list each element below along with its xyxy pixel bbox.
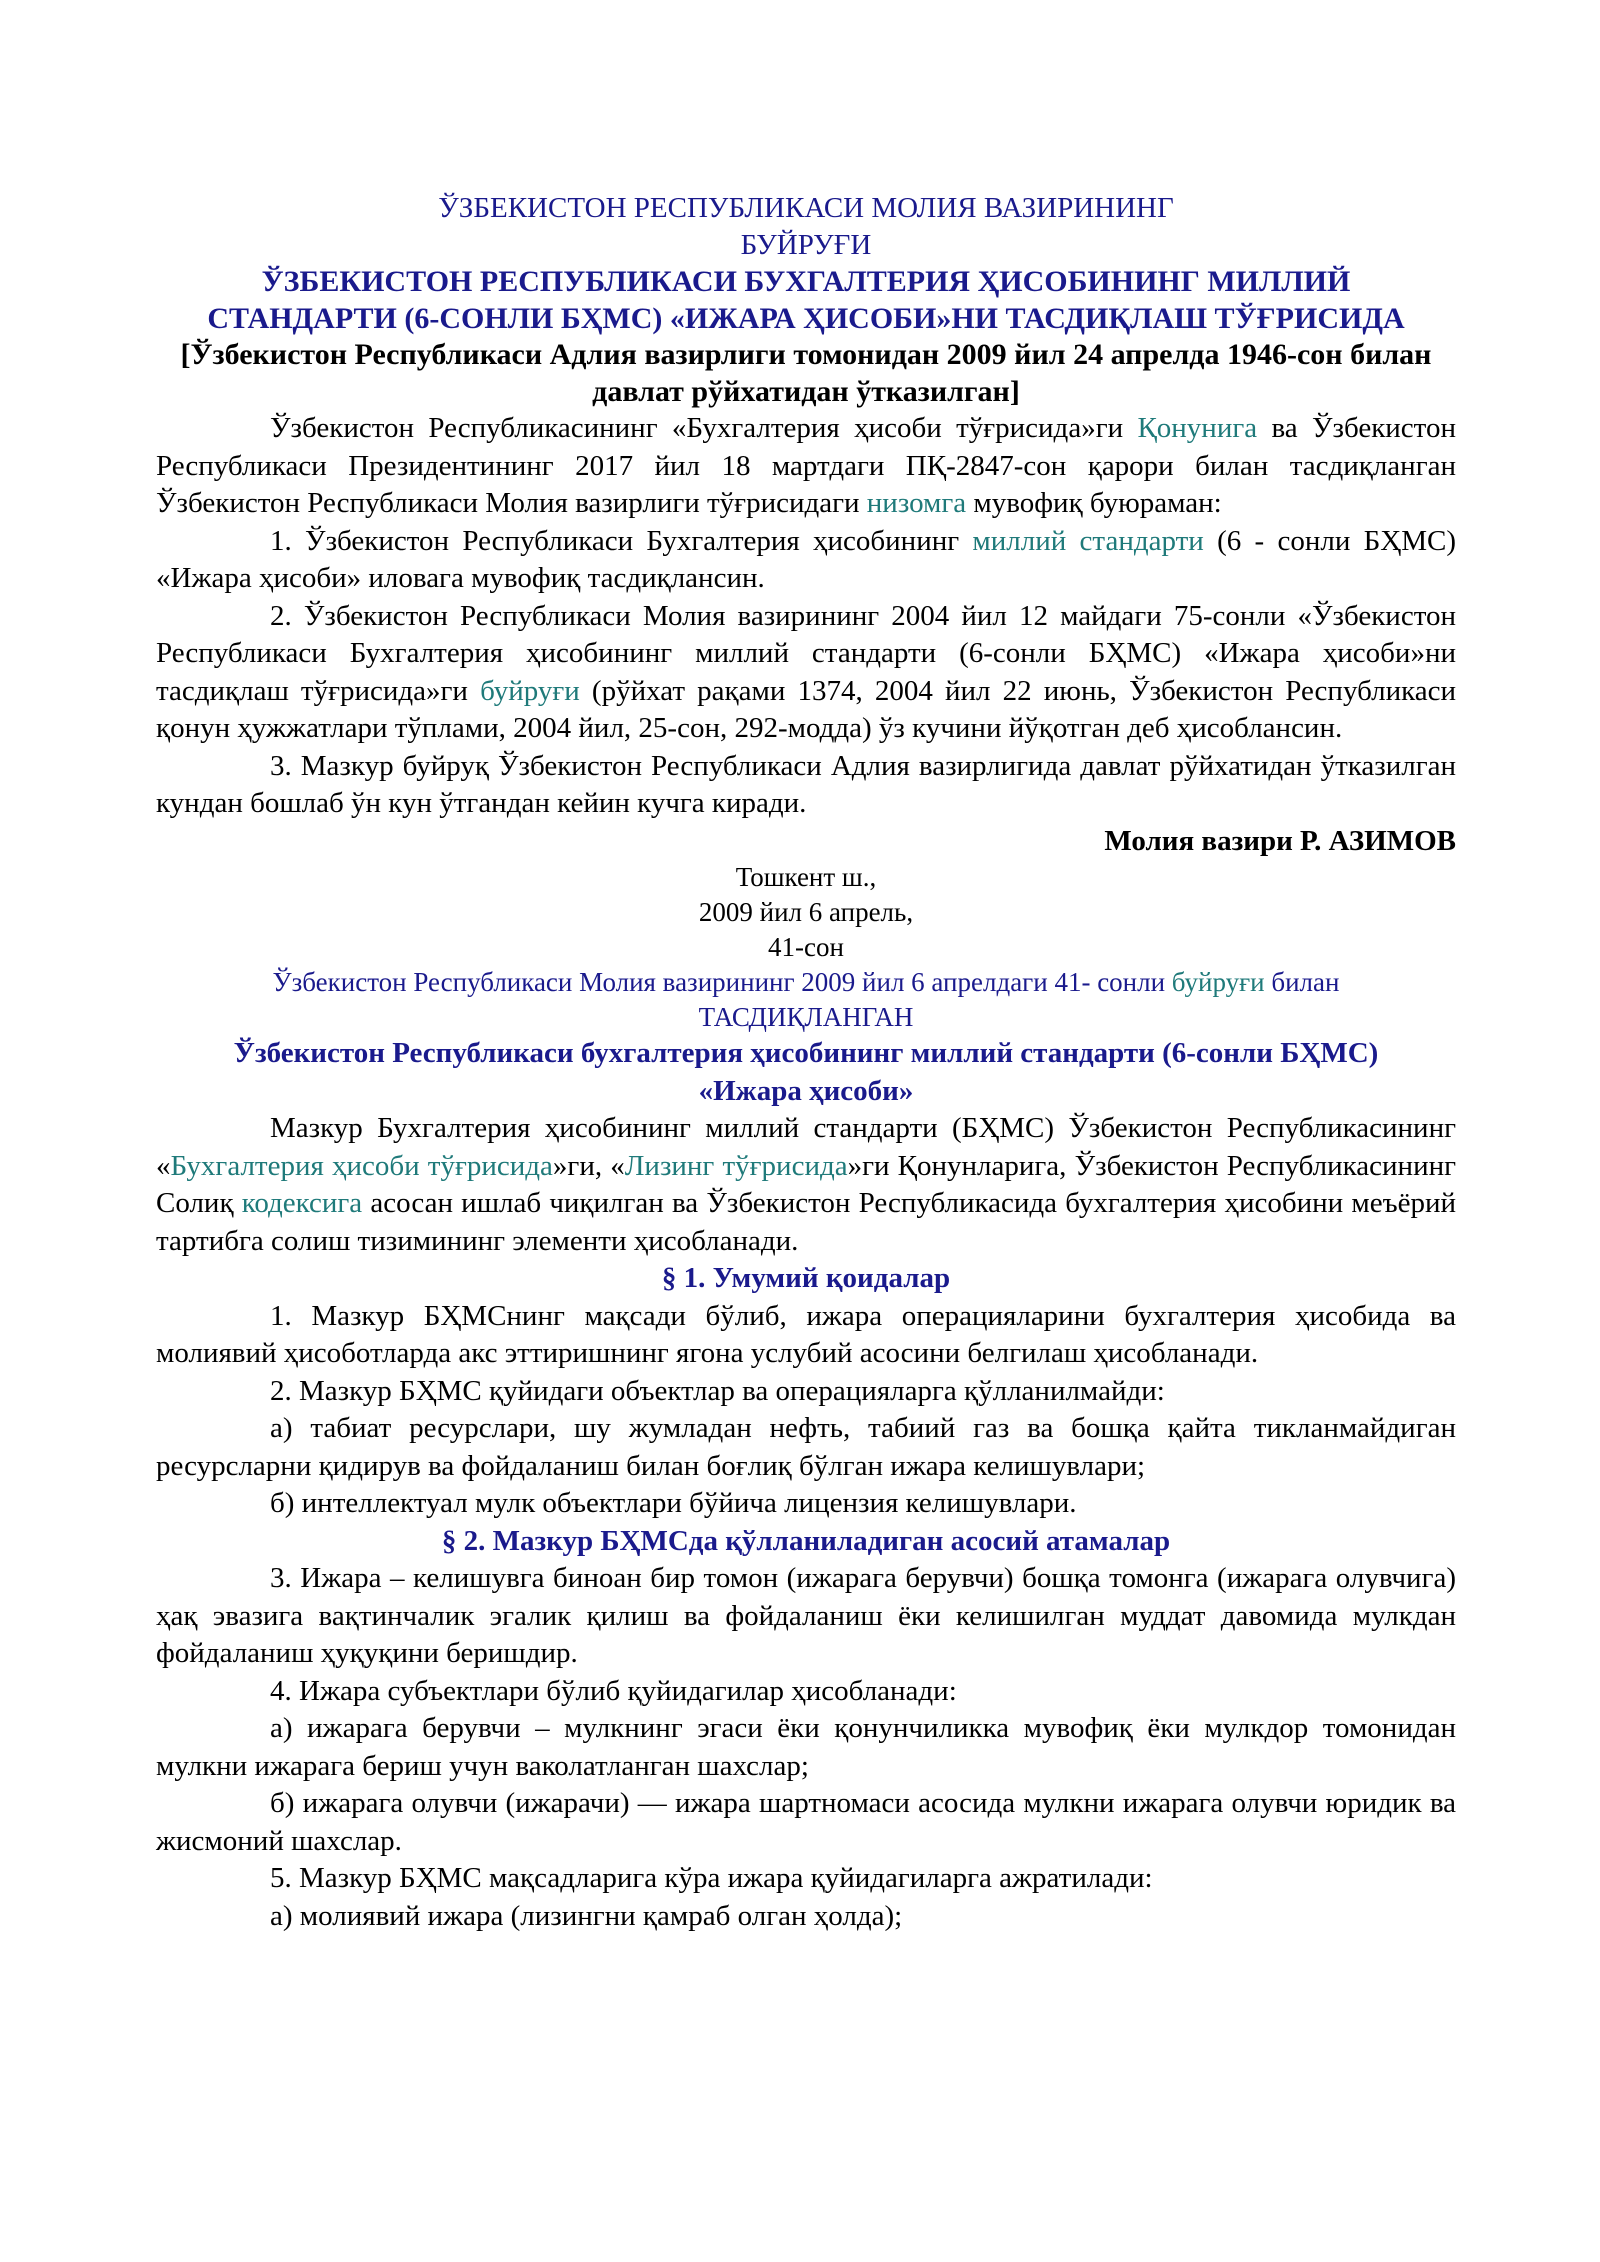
approval-text-1: Ўзбекистон Республикаси Молия вазирининг 2009 йил 6 апрелдаги 41- сонли: [272, 967, 1172, 997]
intro-text-4: асосан ишлаб чиқилган ва Ўзбекистон Республикасида бухгалтерия ҳисобини меъёрий тартибга солиш тизимининг элементи ҳисобланади.: [156, 1187, 1457, 1257]
document-page: [156, 190, 1456, 1935]
preamble-text-3: мувофиқ буюраман:: [966, 487, 1222, 519]
order-heading-line2: БУЙРУҒИ: [740, 229, 872, 261]
accounting-law-link[interactable]: Бухгалтерия ҳисоби тўғрисида: [170, 1149, 553, 1182]
section-2-item-5: 5. Мазкур БҲМС мақсадларига кўра ижара қуйидагиларга ажратилади:: [270, 1862, 1153, 1894]
tax-code-link[interactable]: кодексига: [241, 1187, 363, 1219]
section-2-item-4: 4. Ижара субъектлари бўлиб қуйидагилар ҳисобланади:: [270, 1674, 957, 1707]
national-standard-link[interactable]: миллий стандарти: [972, 524, 1204, 557]
preamble-text-1: Ўзбекистон Республикасининг «Бухгалтерия ҳисоби тўғрисида»ги: [270, 412, 1138, 444]
minister-signature: Молия вазири Р. АЗИМОВ: [1104, 824, 1456, 857]
section-2-item-4a: а) ижарага берувчи – мулкнинг эгаси ёки қонунчиликка мувофиқ ёки мулкдор томонидан мулкни ижарага бериш учун ваколатланган шахслар;: [156, 1712, 1456, 1782]
order-title: ЎЗБЕКИСТОН РЕСПУБЛИКАСИ БУХГАЛТЕРИЯ ҲИСОБИНИНГ МИЛЛИЙ СТАНДАРТИ (6-СОНЛИ БҲМС) «ИЖАРА ҲИСОБИ»НИ ТАСДИҚЛАШ ТЎҒРИСИДА: [207, 265, 1405, 335]
section-2-item-4b: б) ижарага олувчи (ижарачи) — ижара шартномаси асосида мулкни ижарага олувчи юридик ва жисмоний шахслар.: [156, 1787, 1456, 1857]
preamble-text-2: ва Ўзбекистон Республикаси Президентининг 2017 йил 18 мартдаги ПҚ-2847-сон қарори билан тасдиқланган Ўзбекистон Республикаси Молия вазирлиги тўғрисидаги: [156, 412, 1456, 519]
previous-order-link[interactable]: буйруғи: [480, 674, 580, 707]
order-heading-line1: ЎЗБЕКИСТОН РЕСПУБЛИКАСИ МОЛИЯ ВАЗИРИНИНГ: [438, 192, 1174, 224]
approval-line2: ТАСДИҚЛАНГАН: [698, 1002, 914, 1032]
date-line: 2009 йил 6 апрель,: [698, 897, 914, 927]
approval-block: [156, 965, 1456, 1035]
section-2-heading: § 2. Мазкур БҲМСда қўлланиладиган асосий атамалар: [441, 1524, 1171, 1557]
standard-title: [156, 1035, 1456, 1110]
law-link[interactable]: Қонунига: [1137, 412, 1258, 444]
number-line: 41-сон: [768, 932, 844, 962]
section-2-item-5a: а) молиявий ижара (лизингни қамраб олган ҳолда);: [270, 1899, 903, 1932]
item2-text-2: (рўйхат рақами 1374, 2004 йил 22 июнь, Ўзбекистон Республикаси қонун ҳужжатлари тўплами, 2004 йил, 25-сон, 292-модда) ўз кучини йўқотган деб ҳисоблансин.: [156, 674, 1457, 744]
regulation-link[interactable]: низомга: [866, 487, 967, 519]
approval-order-link[interactable]: буйруғи: [1171, 967, 1265, 997]
order-item-1: [156, 523, 1456, 598]
order-item-2: [156, 598, 1456, 748]
intro-text-1: Мазкур Бухгалтерия ҳисобининг миллий стандарти (БҲМС) Ўзбекистон Республикасининг «: [156, 1112, 1456, 1182]
approval-line1: [156, 965, 1456, 1000]
section-1-item-2: 2. Мазкур БҲМС қуйидаги объектлар ва операцияларга қўлланилмайди:: [270, 1374, 1165, 1407]
section-1-item-2b: б) интеллектуал мулк объектлари бўйича лицензия келишувлари.: [270, 1487, 1077, 1519]
item2-text-1: 2. Ўзбекистон Республикаси Молия вазирининг 2004 йил 12 майдаги 75-сонли «Ўзбекистон Республикаси Бухгалтерия ҳисобининг миллий стандарти (6-сонли БҲМС) «Ижара ҳисоби»ни тасдиқлаш тўғрисида»ги: [156, 599, 1456, 707]
intro-text-3: »ги Қонунларига, Ўзбекистон Республикасининг Солиқ: [156, 1149, 1456, 1219]
section-1-heading: § 1. Умумий қоидалар: [661, 1262, 951, 1294]
leasing-law-link[interactable]: Лизинг тўғрисида: [624, 1149, 848, 1182]
intro-paragraph: [156, 1110, 1456, 1260]
item1-text-2: (6 - сонли БҲМС) «Ижара ҳисоби» иловага мувофиқ тасдиқлансин.: [156, 524, 1456, 594]
section-1-item-1: 1. Мазкур БҲМСнинг мақсади бўлиб, ижара операцияларини бухгалтерия ҳисобида ва молиявий ҳисоботларда акс эттиришнинг ягона услубий асосини белгилаш ҳисобланади.: [156, 1299, 1456, 1369]
item1-text-1: 1. Ўзбекистон Республикаси Бухгалтерия ҳисобининг: [270, 524, 973, 557]
approval-text-2: билан: [1264, 967, 1340, 997]
order-item-3: 3. Мазкур буйруқ Ўзбекистон Республикаси Адлия вазирлигида давлат рўйхатидан ўтказилган кундан бошлаб ўн кун ўтгандан кейин кучга киради.: [156, 749, 1456, 819]
section-2-item-3: 3. Ижара – келишувга биноан бир томон (ижарага берувчи) бошқа томонга (ижарага олувчига) ҳақ эвазига вақтинчалик эгалик қилиш ва фойдаланиш ёки келишилган муддат давомида мулкдан фойдаланиш ҳуқуқини беришдир.: [156, 1562, 1456, 1669]
standard-title-line2: «Ижара ҳисоби»: [698, 1074, 914, 1107]
place-line: Тошкент ш.,: [735, 862, 877, 892]
section-1-item-2a: а) табиат ресурслари, шу жумладан нефть, табиий газ ва бошқа қайта тикланмайдиган ресурсларни қидирув ва фойдаланиш билан боғлиқ бўлган ижара келишувлари;: [156, 1412, 1456, 1482]
preamble-paragraph: [156, 410, 1456, 523]
intro-text-2: »ги, «: [552, 1149, 625, 1182]
registration-note: [Ўзбекистон Республикаси Адлия вазирлиги томонидан 2009 йил 24 апрелда 1946-сон билан давлат рўйхатидан ўтказилган]: [180, 338, 1432, 408]
standard-title-line1: Ўзбекистон Республикаси бухгалтерия ҳисобининг миллий стандарти (6-сонли БҲМС): [233, 1037, 1379, 1069]
place-date-block: [156, 860, 1456, 965]
order-heading: [156, 190, 1456, 264]
